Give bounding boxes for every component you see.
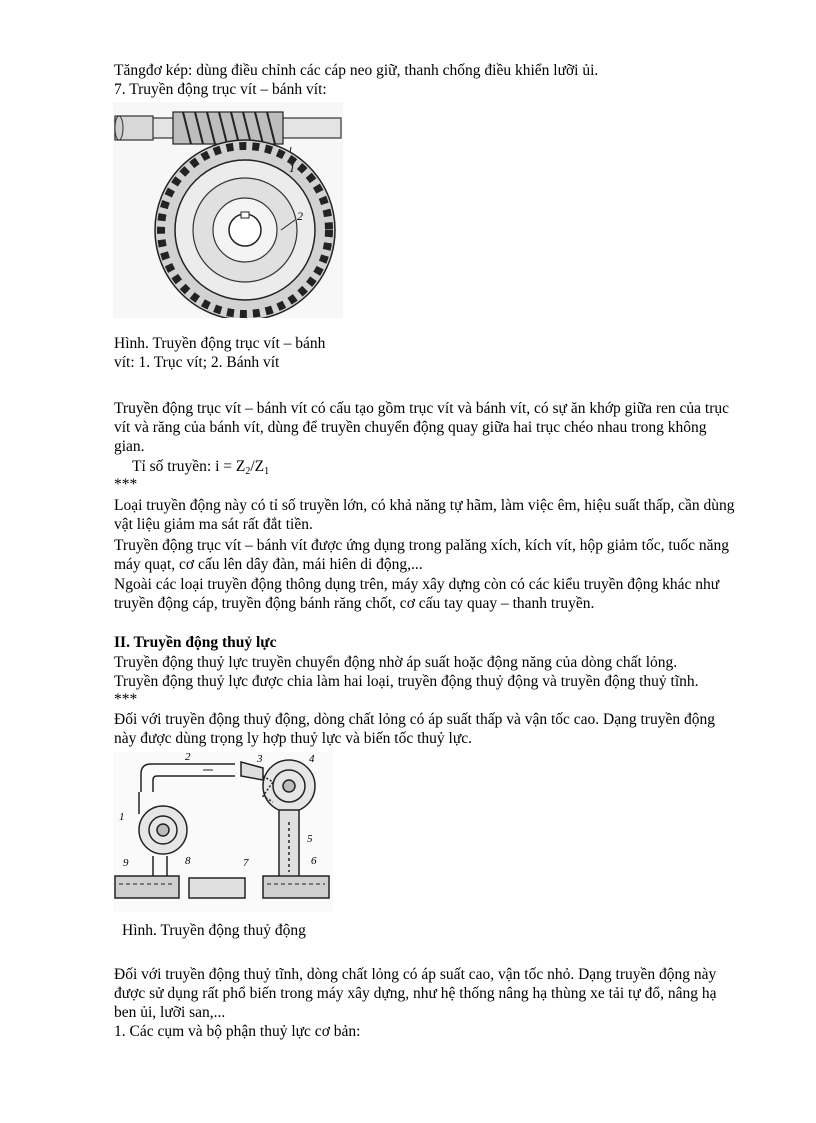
- text-line: được sử dụng rất phổ biến trong máy xây dựng, như hệ thống nâng hạ thùng xe tải tự đổ, nâng hạ: [114, 985, 717, 1002]
- text-line: Đối với truyền động thuỷ động, dòng chất lỏng có áp suất thấp và vận tốc cao. Dạng truyền động: [114, 711, 715, 728]
- worm-gear-figure: [113, 102, 343, 318]
- text-line: truyền động cáp, truyền động bánh răng chốt, cơ cấu tay quay – thanh truyền.: [114, 595, 595, 612]
- label-9: 9: [123, 857, 129, 869]
- text-line: Tăngđơ kép: dùng điều chỉnh các cáp neo giữ, thanh chống điều khiển lưỡi ủi.: [114, 62, 599, 79]
- text-line: vật liệu giảm ma sát rất đắt tiền.: [114, 516, 313, 533]
- text-line: Truyền động thuỷ lực được chia làm hai loại, truyền động thuỷ động và truyền động thuỷ tĩnh.: [114, 673, 699, 690]
- label-3: 3: [257, 753, 263, 765]
- text-line: máy quạt, cơ cấu lên dây đàn, mái hiên di động,...: [114, 556, 423, 573]
- text-line: Ngoài các loại truyền động thông dụng trên, máy xây dựng còn có các kiểu truyền động khác như: [114, 576, 720, 593]
- label-1: 1: [119, 811, 125, 823]
- label-1: 1: [289, 161, 295, 175]
- text-line: Truyền động thuỷ lực truyền chuyển động nhờ áp suất hoặc động năng của dòng chất lỏng.: [114, 654, 678, 671]
- text-line: này được dùng trọng ly hợp thuỷ lực và biến tốc thuỷ lực.: [114, 730, 472, 747]
- label-6: 6: [311, 855, 317, 867]
- text-line: 7. Truyền động trục vít – bánh vít:: [114, 81, 327, 98]
- figure-caption: Hình. Truyền động thuỷ động: [122, 922, 306, 939]
- label-7: 7: [243, 857, 249, 869]
- label-2: 2: [297, 209, 303, 223]
- text-line: 1. Các cụm và bộ phận thuỷ lực cơ bản:: [114, 1023, 361, 1040]
- text-line: vít và răng của bánh vít, dùng để truyền chuyển động quay giữa hai trục chéo nhau trong không: [114, 419, 707, 436]
- label-2: 2: [185, 752, 191, 763]
- section-heading: II. Truyền động thuỷ lực: [114, 634, 277, 651]
- text-line: Truyền động trục vít – bánh vít có cấu tạo gồm trục vít và bánh vít, có sự ăn khớp giữa ren của trục: [114, 400, 730, 417]
- separator-stars: ***: [114, 476, 138, 493]
- text-line: ben ủi, lưỡi san,...: [114, 1004, 226, 1021]
- separator-stars: ***: [114, 691, 138, 708]
- label-8: 8: [185, 855, 191, 867]
- hydrodynamic-figure: [113, 752, 333, 912]
- text-line: Loại truyền động này có tỉ số truyền lớn, có khả năng tự hãm, làm việc êm, hiệu suất thấp, cần dùng: [114, 497, 735, 514]
- text-line: Đối với truyền động thuỷ tĩnh, dòng chất lỏng có áp suất cao, vận tốc nhỏ. Dạng truyền động này: [114, 966, 717, 983]
- text-line: gian.: [114, 438, 145, 455]
- label-4: 4: [309, 753, 315, 765]
- figure-caption: Hình. Truyền động trục vít – bánh: [114, 335, 326, 352]
- figure-caption: vít: 1. Trục vít; 2. Bánh vít: [114, 354, 280, 371]
- text-line: Truyền động trục vít – bánh vít được ứng dụng trong palăng xích, kích vít, hộp giảm tốc, tuốc năng: [114, 537, 730, 554]
- worm-wheel-illustration: [155, 140, 335, 318]
- label-5: 5: [307, 833, 313, 845]
- ratio-formula: Tỉ số truyền: $i = Z_2/Z_1$: [132, 458, 270, 477]
